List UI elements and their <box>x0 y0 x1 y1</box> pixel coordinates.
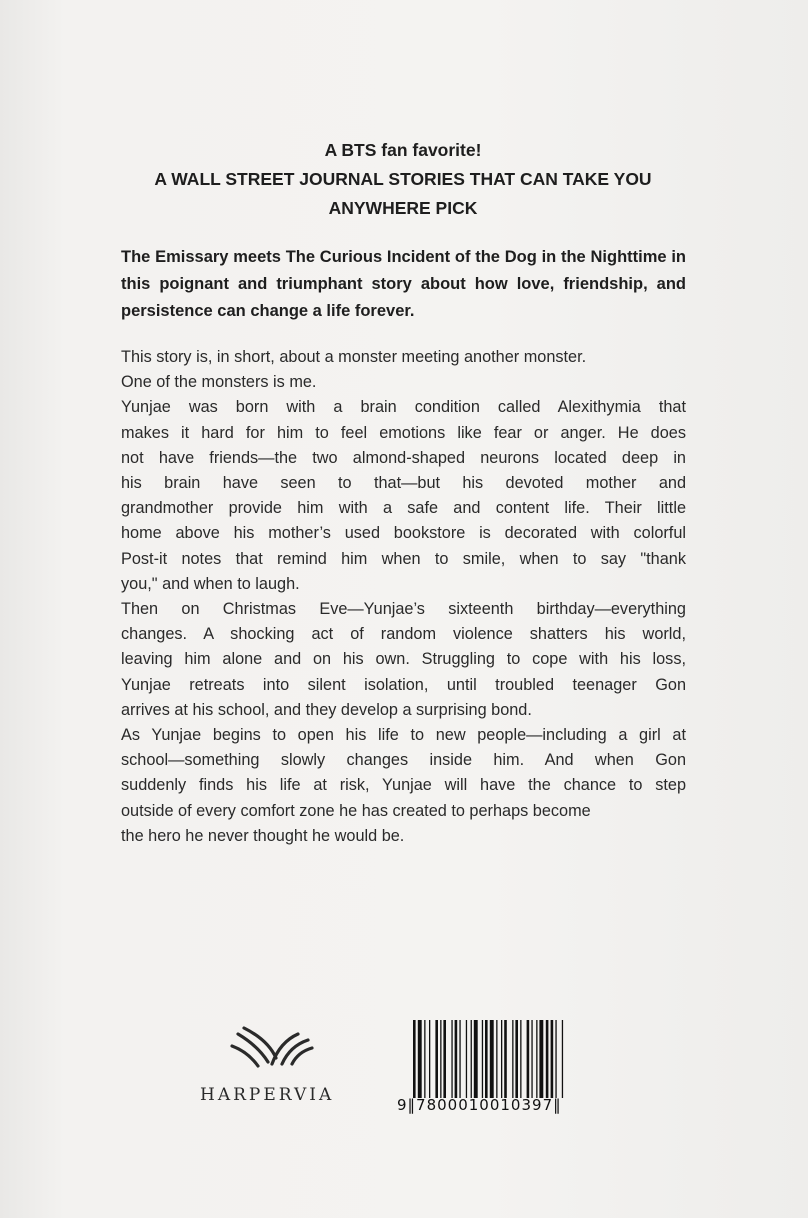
body-line: As Yunjae begins to open his life to new people—including a girl at <box>121 726 686 745</box>
barcode-bar <box>451 1020 452 1098</box>
barcode-bar <box>413 1020 416 1098</box>
body-line: changes. A shocking act of random violence shatters his world, <box>121 625 686 644</box>
barcode-bar <box>440 1020 441 1098</box>
barcode-bar <box>485 1020 488 1098</box>
body-line: Post-it notes that remind him when to smile, when to say "thank <box>121 549 686 568</box>
barcode-bar <box>496 1020 497 1098</box>
body-line: the hero he never thought he would be. <box>121 826 405 845</box>
body-line: grandmother provide him with a safe and content life. Their little <box>121 499 686 518</box>
blurb: The Emissary meets The Curious Incident of the Dog in the Nighttime in this poignant and triumphant story about how love, friendship, and persistence can change a life forever. <box>121 248 686 320</box>
barcode-bar <box>551 1020 554 1098</box>
barcode-bar <box>490 1020 494 1098</box>
barcode-bar <box>418 1020 422 1098</box>
barcode-bar <box>501 1020 502 1098</box>
barcode-bar <box>515 1020 518 1098</box>
barcode-bar <box>471 1020 472 1098</box>
body-line: makes it hard for him to feel emotions like fear or anger. He does <box>121 423 686 442</box>
barcode-bar <box>482 1020 483 1098</box>
barcode-bar <box>504 1020 507 1098</box>
body-line: suddenly finds his life at risk, Yunjae will have the chance to step <box>121 776 686 795</box>
description-body <box>121 345 686 849</box>
isbn-number: 9‖7800010010397‖ <box>397 1096 562 1114</box>
barcode-bar <box>527 1020 530 1098</box>
barcode-bar <box>555 1020 556 1098</box>
barcode-bar <box>562 1020 563 1098</box>
body-line: arrives at his school, and they develop a surprising bond. <box>121 700 532 719</box>
body-line: school—something slowly changes inside him. And when Gon <box>121 751 686 770</box>
header-line-3: ANYWHERE PICK <box>328 198 478 218</box>
body-line: his brain have seen to that—but his devoted mother and <box>121 474 686 493</box>
barcode-bar <box>539 1020 543 1098</box>
barcode-bar <box>512 1020 513 1098</box>
isbn-barcode <box>397 1020 609 1114</box>
body-line: you," and when to laugh. <box>121 574 300 593</box>
barcode-bar <box>443 1020 446 1098</box>
header-line-1: A BTS fan favorite! <box>324 140 482 160</box>
barcode-bar <box>531 1020 532 1098</box>
barcode-bar <box>474 1020 478 1098</box>
barcode-bar <box>455 1020 458 1098</box>
harpervia-wings-logo-icon <box>228 1024 328 1072</box>
body-line: One of the monsters is me. <box>121 373 317 392</box>
barcode-bar <box>520 1020 521 1098</box>
body-line: outside of every comfort zone he has created to perhaps become <box>121 801 591 820</box>
barcode-bar <box>546 1020 549 1098</box>
body-line: home above his mother’s used bookstore is decorated with colorful <box>121 524 686 543</box>
body-line: Then on Christmas Eve—Yunjae’s sixteenth birthday—everything <box>121 600 686 619</box>
barcode-bar <box>536 1020 537 1098</box>
publisher-name: HARPERVIA <box>200 1085 335 1105</box>
barcode-bar <box>429 1020 430 1098</box>
barcode-bar <box>435 1020 438 1098</box>
body-line: This story is, in short, about a monster meeting another monster. <box>121 348 587 366</box>
body-line: Yunjae was born with a brain condition called Alexithymia that <box>121 398 686 417</box>
barcode-bar <box>424 1020 425 1098</box>
barcode-bars <box>411 1020 607 1098</box>
barcode-bar <box>466 1020 467 1098</box>
body-line: leaving him alone and on his own. Struggling to cope with his loss, <box>121 650 686 669</box>
header-line-2: A WALL STREET JOURNAL STORIES THAT CAN TAKE YOU <box>154 169 652 189</box>
barcode-bar <box>459 1020 460 1098</box>
header <box>120 136 686 223</box>
body-line: Yunjae retreats into silent isolation, until troubled teenager Gon <box>121 675 686 694</box>
body-line: not have friends—the two almond-shaped neurons located deep in <box>121 448 686 467</box>
